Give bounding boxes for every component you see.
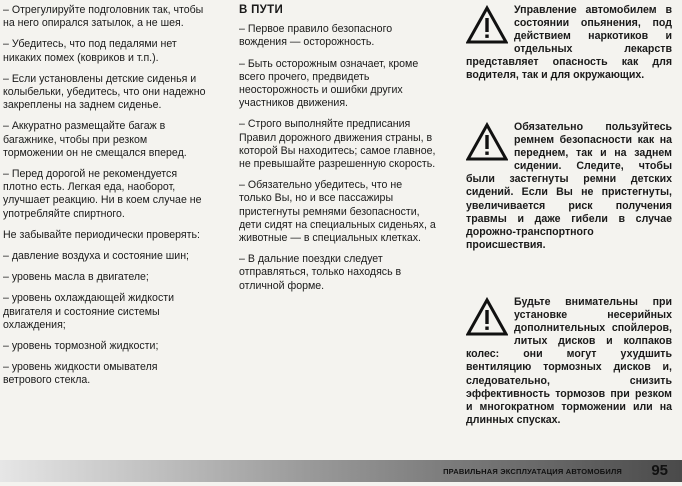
paragraph: – Перед дорогой не рекомендуется плотно есть. Легкая еда, наоборот, улучшает реакцию. Ни в коем случае не употребляйте спиртного. <box>3 168 202 220</box>
paragraph: – Отрегулируйте подголовник так, чтобы на него опирался затылок, а не шея. <box>3 4 204 30</box>
warning-text: Будьте внимательны при установке несерийных дополнительных спойлеров, литых дисков и колпаков колес: они могут ухудшить вентиляцию тормозных дисков и, следовательно, снизить эффективность тормозов при резком и многократном торможении или на длинных спусках. <box>466 296 672 426</box>
left-column <box>3 4 209 396</box>
section-heading: В ПУТИ <box>239 4 284 16</box>
checklist-item: – уровень жидкости омывателя ветрового стекла. <box>3 361 158 387</box>
paragraph: – Быть осторожным означает, кроме всего прочего, предвидеть неосторожность и ошибки других участников движения. <box>239 57 419 110</box>
paragraph: – Первое правило безопасного вождения — осторожность. <box>239 23 393 49</box>
warning-block <box>466 296 672 427</box>
warning-text: Управление автомобилем в состоянии опьянения, под действием наркотиков и отдельных лекарств представляет опасность как для водителя, так и для окружающих. <box>466 4 672 82</box>
warning-triangle-icon <box>466 122 508 162</box>
paragraph: – Обязательно убедитесь, что не только Вы, но и все пассажиры пристегнуты ремнями безопасности, дети сидят на специальных сиденьях, а животные — в специальных клетках. <box>239 179 436 245</box>
paragraph: – В дальние поездки следует отправляться, только находясь в отличной форме. <box>239 253 402 292</box>
footer-section-title: ПРАВИЛЬНАЯ ЭКСПЛУАТАЦИЯ АВТОМОБИЛЯ <box>443 467 622 476</box>
page-footer <box>0 460 682 482</box>
paragraph: – Убедитесь, что под педалями нет никаких помех (ковриков и т.п.). <box>3 38 177 64</box>
checklist-item: – уровень охлаждающей жидкости двигателя и состояние системы охлаждения; <box>3 292 175 331</box>
checklist-item: – уровень тормозной жидкости; <box>3 340 159 353</box>
middle-column <box>239 4 437 301</box>
checklist-item: – давление воздуха и состояние шин; <box>3 250 190 263</box>
warning-triangle-icon <box>466 5 508 45</box>
checklist-item: – уровень масла в двигателе; <box>3 271 149 284</box>
paragraph: Не забывайте периодически проверять: <box>3 228 200 241</box>
page-number: 95 <box>651 462 668 479</box>
paragraph: – Если установлены детские сиденья и колыбельки, убедитесь, что они надежно закреплены на заднем сиденье. <box>3 72 206 112</box>
paragraph: – Строго выполняйте предписания Правил дорожного движения страны, в которой Вы находитесь; самое главное, не превышайте разрешенную скорость. <box>239 118 436 171</box>
warning-block <box>466 121 672 252</box>
warning-triangle-icon <box>466 297 508 337</box>
warning-block <box>466 4 672 83</box>
warning-text: Обязательно пользуйтесь ремнем безопасности как на переднем, так и на заднем сидении. Следите, чтобы были застегнуты ремни детских сидений. Если Вы не пристегнуты, увеличивается риск получения травмы и даже гибели в случае дорожно-транспортного происшествия. <box>466 121 672 251</box>
paragraph: – Аккуратно размещайте багаж в багажнике, чтобы при резком торможении он не смещался вперед. <box>3 120 187 159</box>
